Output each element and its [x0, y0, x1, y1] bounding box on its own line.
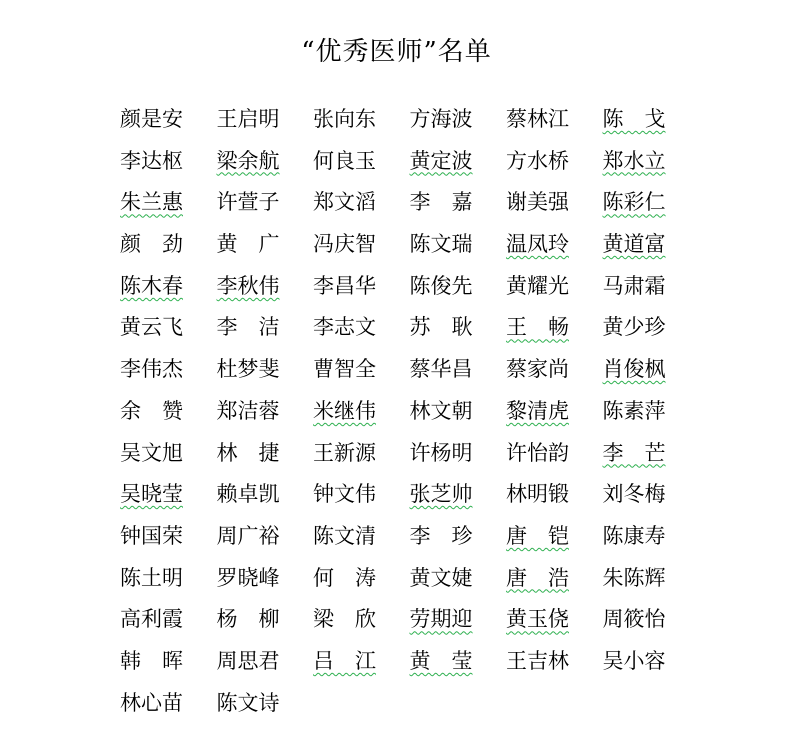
name-entry — [410, 519, 507, 561]
name-entry — [313, 561, 410, 603]
name-text: 郑洁蓉 — [216, 398, 280, 423]
name-entry — [603, 144, 700, 186]
page-title: “优秀医师”名单 — [301, 37, 492, 67]
name-text: 黄定波 — [409, 148, 473, 173]
name-text: 许杨明 — [409, 440, 473, 465]
name-entry — [313, 102, 410, 144]
name-entry — [506, 644, 603, 686]
name-entry — [217, 227, 314, 269]
name-text: 黄耀光 — [506, 273, 569, 298]
name-entry — [603, 477, 700, 519]
name-entry — [506, 602, 603, 644]
name-text: 林文朝 — [409, 398, 473, 423]
name-entry — [313, 144, 410, 186]
name-text: 陈 戈 — [602, 107, 666, 131]
name-text: 吕 江 — [313, 648, 376, 673]
name-text: 李 嘉 — [409, 190, 473, 215]
name-text: 刘冬梅 — [602, 482, 666, 507]
name-entry — [603, 519, 700, 561]
name-entry — [410, 102, 507, 144]
name-entry — [217, 686, 314, 728]
name-entry — [120, 686, 217, 728]
name-text: 米继伟 — [313, 398, 376, 423]
name-entry — [120, 144, 217, 186]
name-text: 李 洁 — [216, 315, 280, 340]
name-text: 吴小容 — [602, 648, 666, 673]
name-entry — [120, 310, 217, 352]
name-entry — [120, 269, 217, 311]
name-text: 蔡家尚 — [506, 357, 569, 382]
name-entry — [217, 436, 314, 478]
name-text: 朱陈辉 — [602, 565, 666, 590]
name-entry — [506, 144, 603, 186]
name-text: 劳期迎 — [409, 607, 473, 632]
name-text: 周思君 — [216, 648, 280, 673]
name-text: 林 捷 — [216, 440, 280, 465]
name-text: 陈文诗 — [216, 690, 280, 715]
name-text: 颜 劲 — [120, 232, 183, 257]
name-text: 黄文婕 — [409, 565, 473, 590]
name-entry — [217, 477, 314, 519]
name-entry — [410, 185, 507, 227]
name-entry — [120, 185, 217, 227]
name-entry — [603, 352, 700, 394]
name-text: 罗晓峰 — [216, 565, 280, 590]
name-entry — [603, 394, 700, 436]
name-entry — [217, 185, 314, 227]
name-text: 苏 耿 — [409, 315, 473, 340]
name-text: 杜梦斐 — [216, 357, 280, 382]
name-text: 冯庆智 — [313, 232, 376, 257]
name-entry — [506, 561, 603, 603]
name-entry — [120, 352, 217, 394]
name-entry — [120, 644, 217, 686]
name-entry — [506, 227, 603, 269]
name-text: 蔡华昌 — [409, 357, 473, 382]
name-entry — [120, 519, 217, 561]
name-entry — [603, 185, 700, 227]
name-entry — [410, 269, 507, 311]
name-text: 方水桥 — [506, 148, 569, 173]
name-list — [120, 102, 700, 727]
name-text: 黄道富 — [602, 232, 666, 257]
name-entry — [603, 102, 700, 144]
name-entry — [313, 394, 410, 436]
name-text: 黄 广 — [216, 232, 280, 257]
name-text: 张向东 — [313, 107, 376, 131]
name-entry — [217, 644, 314, 686]
name-text: 李志文 — [313, 315, 376, 340]
name-entry — [506, 477, 603, 519]
name-text: 钟国荣 — [120, 523, 183, 548]
name-entry — [506, 352, 603, 394]
name-entry — [217, 602, 314, 644]
name-entry — [120, 477, 217, 519]
name-entry — [313, 519, 410, 561]
name-text: 李达枢 — [120, 148, 183, 173]
name-entry — [603, 436, 700, 478]
name-text: 梁余航 — [216, 148, 280, 173]
name-text: 王新源 — [313, 440, 376, 465]
name-text: 黄少珍 — [602, 315, 666, 340]
name-text: 黎清虎 — [506, 398, 569, 423]
name-entry — [217, 352, 314, 394]
name-entry — [603, 227, 700, 269]
name-entry — [217, 561, 314, 603]
name-text: 王启明 — [216, 107, 280, 131]
name-entry — [410, 144, 507, 186]
name-entry — [313, 477, 410, 519]
name-text: 何良玉 — [313, 148, 376, 173]
name-entry — [410, 436, 507, 478]
name-text: 余 赞 — [120, 398, 183, 423]
name-text: 李昌华 — [313, 273, 376, 298]
name-entry — [506, 394, 603, 436]
name-text: 黄 莹 — [409, 648, 473, 673]
name-entry — [313, 644, 410, 686]
name-text: 吴文旭 — [120, 440, 183, 465]
name-entry — [603, 602, 700, 644]
name-entry — [313, 352, 410, 394]
name-text: 李伟杰 — [120, 357, 183, 382]
name-entry — [410, 602, 507, 644]
name-text: 许怡韵 — [506, 440, 569, 465]
name-entry — [313, 269, 410, 311]
name-text: 韩 晖 — [120, 648, 183, 673]
name-text: 何 涛 — [313, 565, 376, 590]
name-text: 颜是安 — [120, 107, 183, 131]
name-entry — [410, 644, 507, 686]
name-text: 曹智全 — [313, 357, 376, 382]
name-entry — [313, 602, 410, 644]
name-entry — [217, 102, 314, 144]
name-text: 朱兰惠 — [120, 190, 183, 215]
name-text: 谢美强 — [506, 190, 569, 215]
name-text: 陈土明 — [120, 565, 183, 590]
name-entry — [506, 310, 603, 352]
name-entry — [506, 519, 603, 561]
name-text: 许萱子 — [216, 190, 280, 215]
name-text: 郑文滔 — [313, 190, 376, 215]
name-text: 黄玉侥 — [506, 607, 569, 632]
name-entry — [120, 436, 217, 478]
name-text: 肖俊枫 — [602, 357, 666, 382]
name-text: 陈文瑞 — [409, 232, 473, 257]
name-text: 陈康寿 — [602, 523, 666, 548]
name-entry — [217, 144, 314, 186]
name-text: 张芝帅 — [409, 482, 473, 507]
name-text: 梁 欣 — [313, 607, 376, 632]
name-entry — [410, 477, 507, 519]
name-text: 陈彩仁 — [602, 190, 666, 215]
name-entry — [313, 436, 410, 478]
name-text: 李秋伟 — [216, 273, 280, 298]
name-entry — [410, 352, 507, 394]
name-text: 蔡林江 — [506, 107, 569, 131]
name-text: 陈俊先 — [409, 273, 473, 298]
name-entry — [603, 644, 700, 686]
name-text: 陈素萍 — [602, 398, 666, 423]
name-entry — [410, 227, 507, 269]
name-entry — [506, 102, 603, 144]
name-text: 黄云飞 — [120, 315, 183, 340]
name-entry — [603, 269, 700, 311]
name-text: 唐 浩 — [506, 565, 569, 590]
name-entry — [603, 561, 700, 603]
name-text: 林明锻 — [506, 482, 569, 507]
name-text: 周广裕 — [216, 523, 280, 548]
name-entry — [410, 561, 507, 603]
name-entry — [506, 269, 603, 311]
name-text: 陈文清 — [313, 523, 376, 548]
name-text: 钟文伟 — [313, 482, 376, 507]
name-text: 王吉林 — [506, 648, 569, 673]
name-text: 杨 柳 — [216, 607, 280, 632]
name-entry — [410, 310, 507, 352]
name-entry — [313, 227, 410, 269]
name-text: 马肃霜 — [602, 273, 666, 298]
name-entry — [506, 185, 603, 227]
name-text: 陈木春 — [120, 273, 183, 298]
name-entry — [217, 519, 314, 561]
name-entry — [120, 561, 217, 603]
name-entry — [120, 102, 217, 144]
name-entry — [217, 394, 314, 436]
name-entry — [603, 310, 700, 352]
name-text: 高利霞 — [120, 607, 183, 632]
name-entry — [120, 394, 217, 436]
name-text: 赖卓凯 — [216, 482, 280, 507]
name-entry — [506, 436, 603, 478]
name-text: 李 芒 — [602, 440, 666, 465]
name-text: 林心苗 — [120, 690, 183, 715]
name-text: 郑水立 — [602, 148, 666, 173]
name-entry — [217, 310, 314, 352]
name-entry — [217, 269, 314, 311]
name-entry — [410, 394, 507, 436]
name-entry — [120, 227, 217, 269]
name-entry — [120, 602, 217, 644]
name-text: 周筱怡 — [602, 607, 666, 632]
name-text: 李 珍 — [409, 523, 473, 548]
name-text: 唐 铠 — [506, 523, 569, 548]
name-text: 吴晓莹 — [120, 482, 183, 507]
name-text: 方海波 — [409, 107, 473, 131]
name-entry — [313, 310, 410, 352]
name-entry — [313, 185, 410, 227]
name-text: 王 畅 — [506, 315, 569, 340]
name-text: 温凤玲 — [506, 232, 569, 257]
